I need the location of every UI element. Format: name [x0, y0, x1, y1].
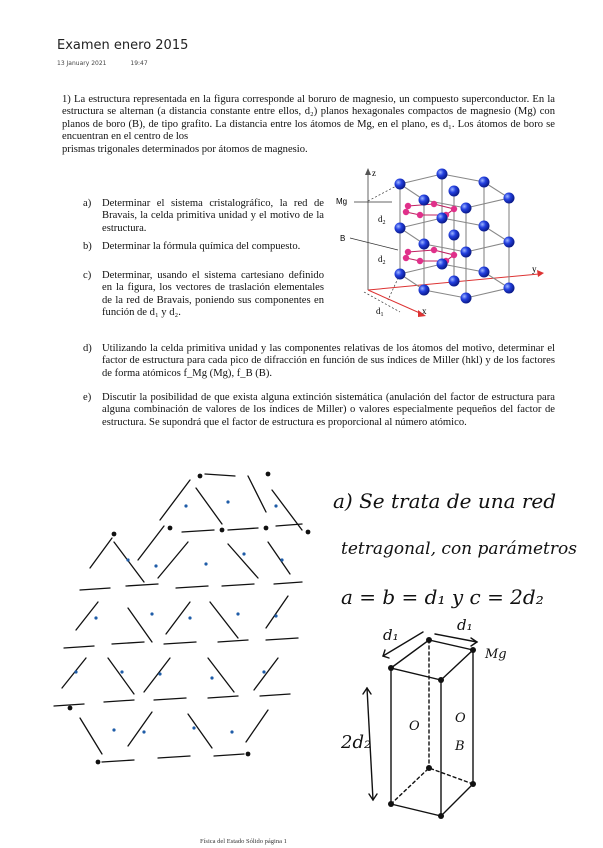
- problem-intro-cont: prismas trigonales determinados por átomos de magnesio.: [62, 143, 308, 155]
- item-a-text: Determinar el sistema cristalográfico, la red de Bravais, la celda primitiva unidad y el motivo de la estructura.: [102, 198, 324, 234]
- item-d-label: d): [83, 343, 92, 354]
- cell-vertices: [388, 637, 476, 819]
- boron-atoms: [403, 201, 457, 264]
- y-axis-label: y: [532, 264, 537, 274]
- dashed-guides: [364, 184, 400, 312]
- cell-o-right: O: [455, 711, 466, 726]
- handwritten-answer: [325, 478, 595, 828]
- z-axis-arrow: [365, 168, 371, 175]
- page-time: 19:47: [130, 60, 148, 67]
- page-meta: [57, 60, 170, 67]
- cell-height-label: 2d₂: [341, 732, 372, 753]
- item-a-label: a): [83, 198, 92, 209]
- cell-mg-label: Mg: [485, 647, 507, 662]
- problem-intro: [62, 94, 555, 156]
- cell-d1-left: d₁: [383, 626, 399, 644]
- item-c-text: Determinar, usando el sistema cartesiano definido en la figura, los vectores de traslación elementales de la red de Bravais, poniendo sus componentes en función de d₁ y d₂.: [102, 270, 324, 319]
- sketch-lines: [54, 474, 302, 762]
- cell-b-label: B: [455, 739, 465, 754]
- item-c: [83, 270, 324, 320]
- y-axis-arrow: [537, 270, 544, 277]
- d2-top-label: $d_2$: [378, 214, 386, 226]
- item-b-label: b): [83, 241, 92, 252]
- item-e-text: Discutir la posibilidad de que exista alguna extinción sistemática (anulación del factor de estructura para alguna combinación de valores de los índices de Miller) o valores especialmente pequeños del factor de estructura. Se supondrá que el factor de estructura es proporcional al número atómico.: [102, 392, 555, 428]
- b-pointer: [350, 238, 398, 250]
- d2-bottom-label: $d_2$: [378, 254, 386, 266]
- page-title: Examen enero 2015: [57, 38, 189, 53]
- item-c-label: c): [83, 270, 92, 281]
- item-b-text: Determinar la fórmula química del compuesto.: [102, 241, 301, 252]
- answer-line-1: a) Se trata de una red: [333, 489, 557, 513]
- item-d: [83, 343, 555, 380]
- crystal-structure-figure: [334, 162, 556, 330]
- x-axis-label: x: [422, 306, 427, 316]
- item-e: [83, 392, 555, 429]
- handwritten-lattice-sketch: [40, 462, 325, 792]
- item-b: [83, 241, 324, 253]
- page-footer: Física del Estado Sólido página 1: [200, 838, 287, 845]
- item-a: [83, 198, 324, 235]
- page-date: 13 January 2021: [57, 60, 107, 67]
- answer-line-3: a = b = d₁ y c = 2d₂: [341, 585, 544, 609]
- item-d-text: Utilizando la celda primitiva unidad y las componentes relativas de los átomos del motivo, determinar el factor de estructura para cada pico de difracción en función de sus índices de Miller (hkl) y de los factores de forma atómicos f_Mg (Mg), f_B (B).: [102, 343, 555, 379]
- answer-line-2: tetragonal, con parámetros: [341, 539, 577, 559]
- cell-d1-right: d₁: [457, 616, 473, 634]
- b-label: B: [340, 234, 346, 243]
- mg-label: Mg: [336, 197, 348, 206]
- problem-intro-text: 1) La estructura representada en la figura corresponde al boruro de magnesio, un compuesto superconductor. En la estructura se alternan (a distancia constante entre ellos, d₂) planos hexagonales compactos de magnesio (Mg) con planos de boro (B), de tipo grafito. La distancia entre los átomos de Mg, en el plano, es d₁. Los átomos de boro se encuentran en el centro de los: [62, 94, 555, 143]
- cell-o-left: O: [409, 719, 420, 734]
- z-axis-label: z: [372, 168, 376, 178]
- item-e-label: e): [83, 392, 92, 403]
- d1-label: $d_1$: [376, 306, 384, 318]
